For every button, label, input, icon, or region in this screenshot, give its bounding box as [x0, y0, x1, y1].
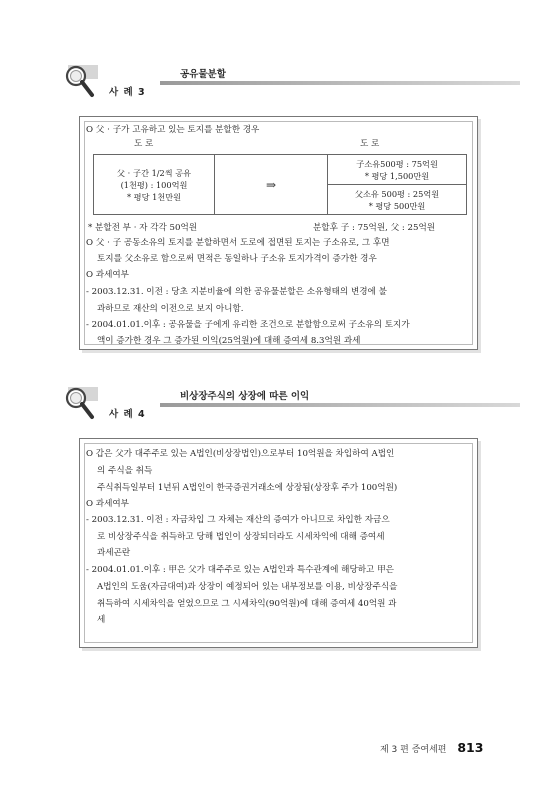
case3-line: O 과세여부: [86, 270, 129, 280]
magnifier-icon: [62, 384, 106, 424]
case3-line: - 2003.12.31. 이전 : 당초 지분비율에 의한 공유물분할은 소유형태의 변경에 불: [86, 287, 387, 297]
case-label: 사 례 3: [109, 87, 146, 98]
case4-line: 과세곤란: [97, 548, 131, 558]
before-line: * 평당 1천만원: [126, 191, 182, 202]
case3-line: 과하므로 재산의 이전으로 보지 아니함.: [97, 304, 244, 314]
road-label-left: 도 로: [134, 139, 154, 149]
header-band: [160, 81, 520, 85]
after-line: * 평당 1,500만원: [364, 170, 430, 181]
case4-line: - 2003.12.31. 이전 : 자금차입 그 자체는 재산의 증여가 아니므로 차입한 자금으: [86, 515, 390, 525]
land-split-table: [93, 154, 467, 215]
case4-line: 의 주식을 취득: [97, 466, 153, 476]
after-child-cell: [328, 155, 467, 185]
case-title: 공유물분할: [180, 69, 226, 80]
arrow-cell: [215, 155, 328, 215]
case4-line: 주식취득일부터 1년뒤 A법인이 한국증권거래소에 상장됨(상장후 주가 100억원): [97, 483, 398, 493]
case3-line: - 2004.01.01.이후 : 공유물을 子에게 유리한 조건으로 분할함으로써 子소유의 토지가: [86, 320, 410, 330]
case4-line: O 갑은 父가 대주주로 있는 A법인(비상장법인)으로부터 10억원을 차입하여 A법인: [86, 449, 395, 459]
after-line: 父소유 500평 : 25억원: [354, 188, 440, 199]
case3-line-1: O 父 · 子가 고유하고 있는 토지를 분할한 경우: [86, 125, 260, 135]
before-cell: [94, 155, 215, 215]
header-band: [160, 403, 520, 407]
page-number: 813: [457, 740, 484, 755]
case3-header: [62, 62, 502, 102]
case4-line: 취득하여 시세차익을 얻었으므로 그 시세차익(90억원)에 대해 증여세 40억원 과: [97, 599, 397, 609]
arrow-icon: ⇒: [265, 177, 277, 192]
case3-line: O 父 · 子 공동소유의 토지를 분할하면서 도로에 접면된 토지는 子소유로, 그 후면: [86, 238, 390, 248]
before-line: 父 · 子간 1/2씩 공유: [116, 167, 192, 178]
magnifier-icon: [62, 62, 106, 102]
case4-header: [62, 384, 502, 424]
case4-line: 로 비상장주식을 취득하고 당해 법인이 상장되더라도 시세차익에 대해 증여세: [97, 532, 385, 542]
after-father-cell: [328, 185, 467, 215]
case3-line: 토지를 父소유로 함으로써 면적은 동일하나 子소유 토지가격이 증가한 경우: [97, 254, 377, 264]
case-label: 사 례 4: [109, 409, 146, 420]
case3-after-note: 분할후 子 : 75억원, 父 : 25억원: [313, 223, 436, 233]
before-line: (1천평) : 100억원: [120, 179, 188, 190]
section-title: 제 3 편 증여세편: [380, 745, 447, 755]
case3-line: 액이 증가한 경우 그 증가된 이익(25억원)에 대해 증여세 8.3억원 과세: [97, 336, 361, 346]
after-line: 子소유500평 : 75억원: [356, 158, 438, 169]
after-line: * 평당 500만원: [368, 200, 426, 211]
case4-line: O 과세여부: [86, 499, 129, 509]
case-title: 비상장주식의 상장에 따른 이익: [180, 391, 310, 402]
page-footer: [380, 740, 483, 755]
case3-before-note: * 분할전 부 · 자 각각 50억원: [88, 223, 198, 233]
case4-line: 세: [97, 615, 106, 625]
case4-line: - 2004.01.01.이후 : 甲은 父가 대주주로 있는 A법인과 특수관계에 해당하고 甲은: [86, 565, 394, 575]
case4-line: A법인의 도움(자금대여)과 상장이 예정되어 있는 내부정보를 이용, 비상장주식을: [97, 582, 398, 592]
road-label-right: 도 로: [360, 139, 380, 149]
